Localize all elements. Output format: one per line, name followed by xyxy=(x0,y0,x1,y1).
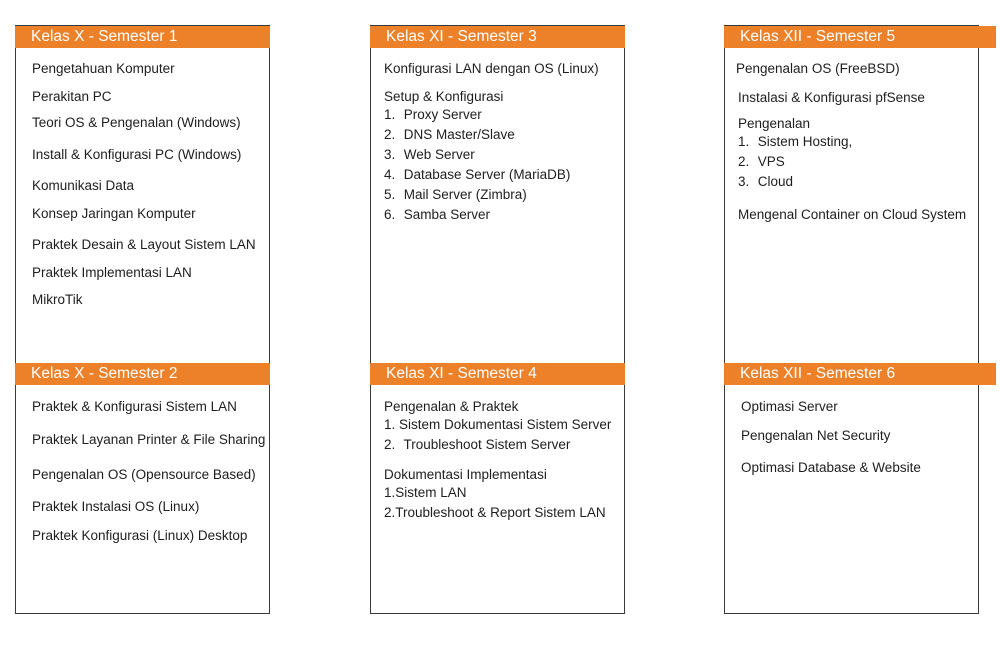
column-kelas-x xyxy=(15,25,270,614)
semester-4-block xyxy=(370,363,625,385)
semester-6-item: Optimasi Database & Website xyxy=(741,460,921,475)
semester-5-item: Mengenal Container on Cloud System xyxy=(738,207,967,222)
semester-1-item: Konsep Jaringan Komputer xyxy=(32,206,196,221)
semester-4-list-2 xyxy=(384,483,606,523)
semester-6-item: Optimasi Server xyxy=(741,399,838,414)
semester-1-item: Komunikasi Data xyxy=(32,178,135,193)
semester-2-item: Praktek Instalasi OS (Linux) xyxy=(32,499,200,514)
semester-1-item: Pengetahuan Komputer xyxy=(32,61,175,76)
semester-4-list-heading-2: Dokumentasi Implementasi xyxy=(384,467,547,482)
semester-3-list xyxy=(384,105,570,225)
list-item: 2.Troubleshoot & Report Sistem LAN xyxy=(384,505,606,520)
semester-5-list xyxy=(738,132,852,192)
list-item: 5. Mail Server (Zimbra) xyxy=(384,187,527,202)
semester-2-item: Praktek Layanan Printer & File Sharing xyxy=(32,432,266,447)
semester-5-item: Pengenalan OS (FreeBSD) xyxy=(736,61,900,76)
semester-5-header: Kelas XII - Semester 5 xyxy=(724,26,996,48)
semester-1-item: Install & Konfigurasi PC (Windows) xyxy=(32,147,242,162)
semester-2-item: Praktek Konfigurasi (Linux) Desktop xyxy=(32,528,248,543)
semester-4-header: Kelas XI - Semester 4 xyxy=(370,363,625,385)
list-item: 3. Web Server xyxy=(384,147,475,162)
list-item: 1. Sistem Hosting, xyxy=(738,134,853,149)
list-item: 1. Sistem Dokumentasi Sistem Server xyxy=(384,417,612,432)
column-kelas-xi xyxy=(370,25,625,614)
list-item: 2. VPS xyxy=(738,154,785,169)
semester-1-item: Praktek Implementasi LAN xyxy=(32,265,192,280)
semester-1-block xyxy=(15,26,270,48)
semester-2-header: Kelas X - Semester 2 xyxy=(15,363,270,385)
list-item: 2. Troubleshoot Sistem Server xyxy=(384,437,571,452)
list-item: 3. Cloud xyxy=(738,174,794,189)
semester-1-header: Kelas X - Semester 1 xyxy=(15,26,270,48)
semester-6-item: Pengenalan Net Security xyxy=(741,428,891,443)
semester-5-block xyxy=(724,26,979,48)
semester-3-block xyxy=(370,26,625,48)
semester-1-item: Teori OS & Pengenalan (Windows) xyxy=(32,115,241,130)
semester-1-item: Praktek Desain & Layout Sistem LAN xyxy=(32,237,256,252)
list-item: 6. Samba Server xyxy=(384,207,491,222)
semester-2-item: Praktek & Konfigurasi Sistem LAN xyxy=(32,399,237,414)
semester-2-item: Pengenalan OS (Opensource Based) xyxy=(32,467,256,482)
semester-5-item: Instalasi & Konfigurasi pfSense xyxy=(738,90,925,105)
semester-3-item: Konfigurasi LAN dengan OS (Linux) xyxy=(384,61,599,76)
semester-1-item: MikroTik xyxy=(32,292,83,307)
semester-4-list-heading: Pengenalan & Praktek xyxy=(384,399,519,414)
list-item: 4. Database Server (MariaDB) xyxy=(384,167,571,182)
list-item: 1.Sistem LAN xyxy=(384,485,467,500)
semester-6-block xyxy=(724,363,979,385)
semester-1-item: Perakitan PC xyxy=(32,89,112,104)
semester-6-header: Kelas XII - Semester 6 xyxy=(724,363,996,385)
column-kelas-xii xyxy=(724,25,979,614)
semester-5-list-heading: Pengenalan xyxy=(738,116,811,131)
semester-2-block xyxy=(15,363,270,385)
semester-4-list xyxy=(384,415,611,455)
list-item: 1. Proxy Server xyxy=(384,107,482,122)
list-item: 2. DNS Master/Slave xyxy=(384,127,515,142)
semester-3-list-heading: Setup & Konfigurasi xyxy=(384,89,504,104)
semester-3-header: Kelas XI - Semester 3 xyxy=(370,26,625,48)
